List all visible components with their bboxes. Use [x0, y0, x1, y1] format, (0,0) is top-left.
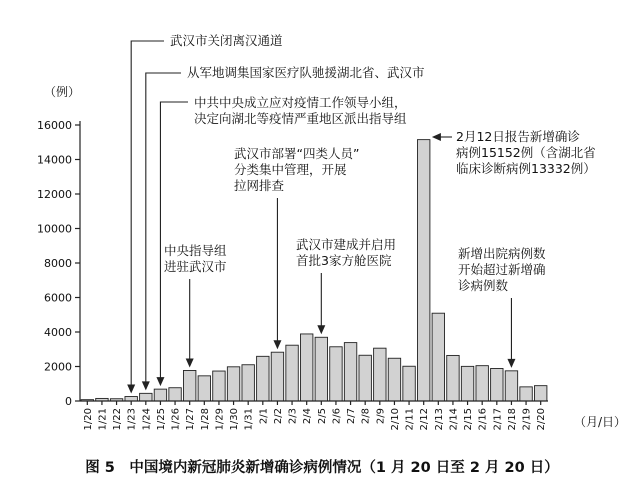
- x-tick-label: 1/28: [199, 408, 211, 431]
- x-tick-label: 2/20: [536, 408, 548, 431]
- bar-2-20: [534, 386, 546, 401]
- bar-2-10: [388, 358, 400, 401]
- y-tick-label: 16000: [37, 119, 72, 132]
- x-axis-unit: （月/日）: [574, 415, 627, 429]
- arrow-head: [142, 381, 150, 390]
- bar-2-16: [476, 366, 488, 401]
- bar-2-9: [374, 348, 386, 401]
- bar-2-4: [300, 334, 312, 401]
- x-tick-label: 1/23: [126, 408, 138, 431]
- arrow-head: [127, 385, 135, 394]
- annotations: [127, 33, 596, 394]
- bar-1-25: [154, 389, 166, 401]
- bar-2-15: [461, 366, 473, 401]
- bar-2-11: [403, 366, 415, 401]
- bar-2-17: [491, 368, 503, 401]
- annotation-text: 中央指导组: [164, 243, 227, 258]
- x-tick-label: 1/22: [112, 408, 124, 431]
- x-tick-label: 2/13: [433, 408, 445, 431]
- x-tick-label: 1/31: [243, 408, 255, 431]
- arrow-head: [432, 133, 441, 141]
- annotation-text: 从军地调集国家医疗队驰援湖北省、武汉市: [187, 65, 425, 80]
- x-tick-label: 1/26: [170, 408, 182, 431]
- figure-caption: 图 5 中国境内新冠肺炎新增确诊病例情况（1 月 20 日至 2 月 20 日）: [85, 460, 559, 476]
- annotation-text: 开始超过新增确: [458, 262, 546, 277]
- y-axis-unit: （例）: [44, 85, 81, 99]
- annotation-text: 中共中央成立应对疫情工作领导小组，: [194, 95, 407, 110]
- x-tick-label: 2/2: [272, 408, 284, 425]
- annotation-text: 武汉市部署“四类人员”: [234, 146, 360, 161]
- bar-2-8: [359, 355, 371, 401]
- x-tick-label: 2/17: [492, 408, 504, 431]
- bar-2-7: [344, 343, 356, 401]
- x-tick-label: 1/25: [155, 408, 167, 431]
- bar-1-29: [213, 371, 225, 401]
- x-tick-label: 2/4: [302, 408, 314, 425]
- annotation-text: 新增出院病例数: [458, 246, 546, 261]
- y-tick-label: 0: [65, 395, 72, 408]
- x-tick-label: 2/12: [419, 408, 431, 431]
- y-axis-ticks: [37, 119, 80, 408]
- x-axis-ticks: [83, 401, 547, 430]
- annotation-text: 2月12日报告新增确诊: [456, 129, 580, 144]
- bar-1-28: [198, 376, 210, 401]
- annotation-text: 决定向湖北等疫情严重地区派出指导组: [194, 111, 407, 126]
- bar-2-3: [286, 345, 298, 401]
- annotation-text: 武汉市关闭离汉通道: [170, 33, 283, 48]
- annotation: [458, 246, 546, 368]
- arrow-head: [156, 377, 164, 386]
- x-tick-label: 2/11: [404, 408, 416, 431]
- bar-2-13: [432, 313, 444, 401]
- bar-2-19: [520, 387, 532, 401]
- x-tick-label: 1/20: [82, 408, 94, 431]
- y-tick-label: 8000: [44, 257, 72, 270]
- bar-2-1: [257, 356, 269, 401]
- x-tick-label: 2/1: [258, 408, 270, 425]
- leader-line: [131, 41, 164, 386]
- x-tick-label: 2/9: [375, 408, 387, 425]
- x-tick-label: 2/18: [506, 408, 518, 431]
- bar-1-30: [227, 367, 239, 401]
- bar-2-12: [417, 140, 429, 401]
- y-tick-label: 4000: [44, 326, 72, 339]
- arrow-head: [273, 340, 281, 349]
- annotation-text: 分类集中管理，开展: [234, 162, 347, 177]
- y-tick-label: 2000: [44, 360, 72, 374]
- x-tick-label: 1/29: [214, 408, 226, 431]
- x-tick-label: 2/19: [521, 408, 533, 431]
- leader-line: [146, 73, 181, 382]
- y-tick-label: 14000: [37, 153, 72, 167]
- x-tick-label: 2/14: [448, 408, 460, 431]
- bar-1-24: [140, 393, 152, 401]
- annotation-text: 临床诊断病例13332例）: [456, 161, 596, 176]
- annotation-text: 拉网排查: [234, 178, 285, 193]
- arrow-head: [507, 359, 515, 368]
- x-tick-label: 2/16: [477, 408, 489, 431]
- annotation-text: 诊病例数: [458, 278, 509, 293]
- annotation: [432, 129, 596, 176]
- leader-line: [160, 102, 188, 378]
- annotation: [296, 237, 396, 334]
- annotation-text: 首批3家方舱医院: [296, 253, 392, 268]
- bar-1-31: [242, 365, 254, 401]
- arrow-head: [317, 325, 325, 334]
- annotation: [164, 243, 227, 367]
- bar-2-5: [315, 337, 327, 401]
- x-tick-label: 1/21: [97, 408, 109, 431]
- y-tick-label: 12000: [37, 188, 72, 201]
- x-tick-label: 2/15: [463, 408, 475, 431]
- arrow-head: [186, 358, 194, 367]
- bar-1-26: [169, 388, 181, 401]
- bar-2-14: [447, 355, 459, 401]
- bar-1-23: [125, 397, 137, 401]
- x-tick-label: 2/5: [316, 408, 328, 425]
- annotation-text: 进驻武汉市: [164, 259, 227, 274]
- bar-1-27: [183, 370, 195, 401]
- x-tick-label: 2/3: [287, 408, 299, 425]
- x-tick-label: 1/30: [229, 408, 241, 431]
- x-tick-label: 2/7: [346, 408, 358, 425]
- x-tick-label: 2/6: [331, 408, 343, 425]
- bar-2-6: [330, 347, 342, 401]
- x-tick-label: 2/8: [360, 408, 372, 425]
- bar-2-2: [271, 352, 283, 401]
- y-tick-label: 10000: [37, 222, 72, 236]
- annotation-text: 武汉市建成并启用: [296, 237, 397, 252]
- x-tick-label: 1/24: [141, 408, 153, 431]
- x-tick-label: 1/27: [185, 408, 197, 431]
- bar-2-18: [505, 371, 517, 401]
- annotation-text: 病例15152例（含湖北省: [456, 145, 596, 160]
- annotation: [127, 33, 283, 394]
- x-tick-label: 2/10: [389, 408, 401, 431]
- y-tick-label: 6000: [44, 291, 72, 305]
